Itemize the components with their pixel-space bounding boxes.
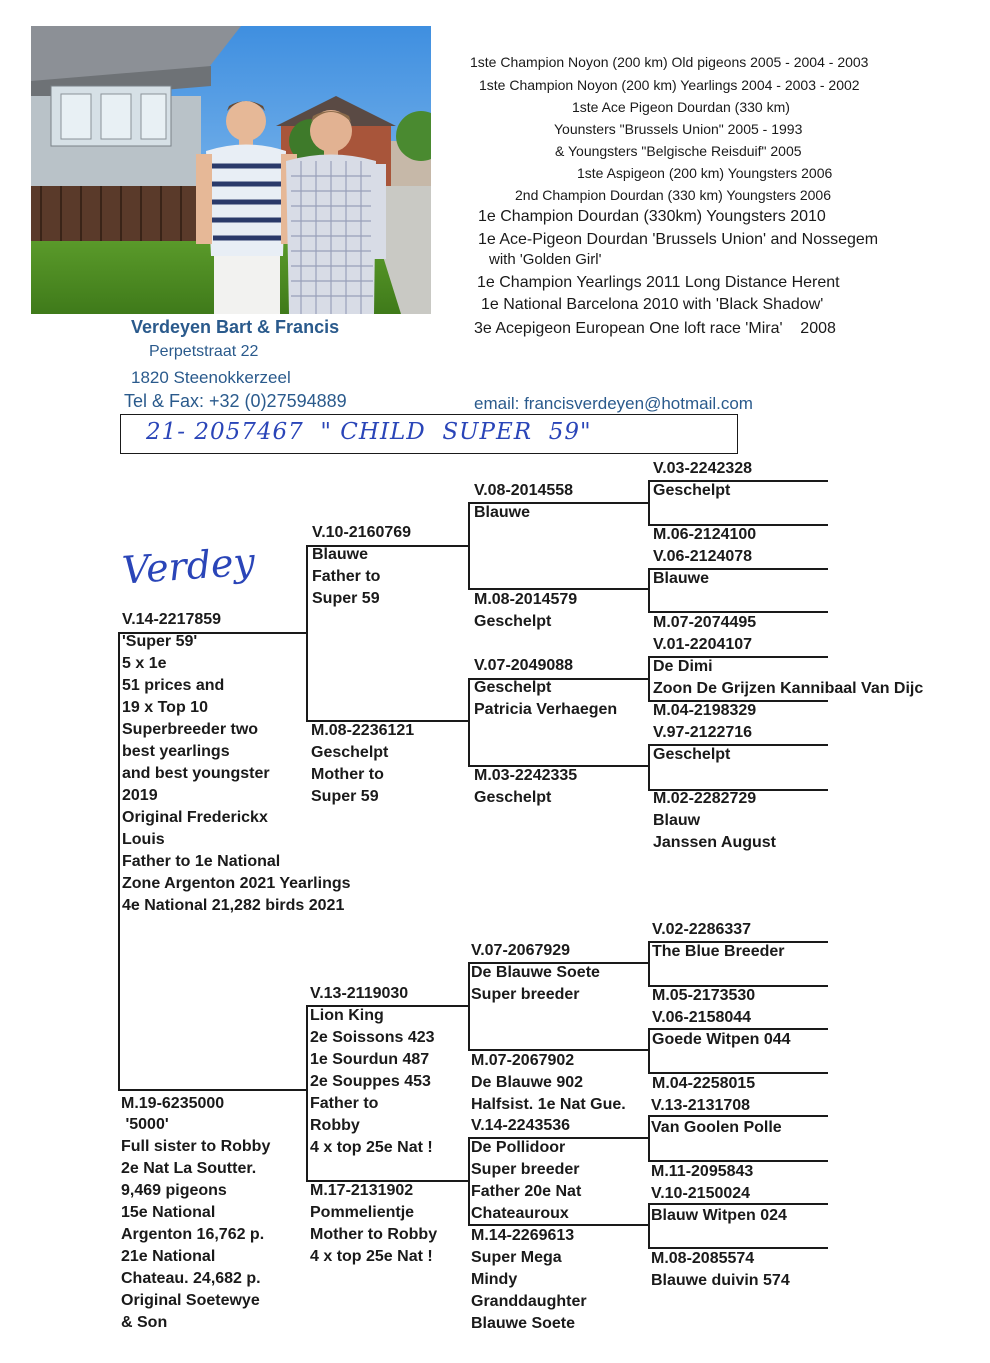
ggg-details: Zoon De Grijzen Kannibaal Van Dijc [653,680,924,697]
achievement-line: 1ste Champion Noyon (200 km) Old pigeons 2005 - 2004 - 2003 [470,54,869,70]
gg2-ring: M.08-2014579 [474,591,578,608]
gg7-details: De Pollidoor Super breeder Father 20e Nat Chateauroux [471,1139,582,1222]
g1-details: Blauwe Father to Super 59 [312,546,381,607]
owner-name: Verdeyen Bart & Francis [131,317,340,337]
gg5-details: De Blauwe Soete Super breeder [471,964,600,1003]
ggg-details: Blauwe duivin 574 [651,1272,790,1289]
handwritten-title: 21- 2057467 " CHILD SUPER 59" [146,419,592,445]
ggg-ring: M.05-2173530 [652,987,756,1004]
ggg-ring: M.07-2074495 [653,614,757,631]
gg6-ring: M.07-2067902 [471,1052,575,1069]
gg8-ring: M.14-2269613 [471,1227,575,1244]
ggg-details: De Dimi [653,658,713,675]
ggg-ring: M.04-2258015 [652,1075,756,1092]
ggg-ring: M.08-2085574 [651,1250,755,1267]
dam-ring: M.19-6235000 [121,1095,225,1112]
achievement-line: & Youngsters "Belgische Reisduif" 2005 [555,143,802,159]
ggg-details: Van Goolen Polle [651,1119,782,1136]
gg8-details: Super Mega Mindy Granddaughter Blauwe Soete [471,1249,587,1332]
gg4-details: Geschelpt [474,789,552,806]
achievement-line: 1ste Champion Noyon (200 km) Yearlings 2004 - 2003 - 2002 [479,77,860,93]
ggg-ring: V.02-2286337 [652,921,752,938]
gg2-details: Geschelpt [474,613,552,630]
ggg-ring: V.13-2131708 [651,1097,751,1114]
ggg-ring: V.06-2124078 [653,548,753,565]
owner-city: 1820 Steenokkerzeel [131,368,291,387]
ggg-ring: M.02-2282729 [653,790,757,807]
ggg-details: The Blue Breeder [652,943,785,960]
subject-details: 'Super 59' 5 x 1e 51 prices and 19 x Top 10 Superbreeder two best yearlings and best youngster 2019 Original Frederickx Louis Father to 1e National Zone Argenton 2021 Yearlings 4e National 21,282 birds 2021 [122,633,351,914]
ggg-ring: V.10-2150024 [651,1185,751,1202]
achievement-line: 1ste Ace Pigeon Dourdan (330 km) [572,99,790,115]
achievement-line: 3e Acepigeon European One loft race 'Mira' 2008 [474,320,836,337]
ggg-ring: V.01-2204107 [653,636,753,653]
achievement-line: 1e National Barcelona 2010 with 'Black Shadow' [481,296,824,313]
subject-ring: V.14-2217859 [122,611,222,628]
ggg-details: Janssen August [653,834,776,851]
owner-street: Perpetstraat 22 [149,343,259,360]
achievement-line: Younsters "Brussels Union" 2005 - 1993 [554,121,803,137]
gg5-ring: V.07-2067929 [471,942,571,959]
achievement-line: 1e Champion Dourdan (330km) Youngsters 2010 [478,208,826,225]
g2-ring: M.08-2236121 [311,722,415,739]
ggg-ring: V.97-2122716 [653,724,753,741]
g2-details: Geschelpt Mother to Super 59 [311,744,389,805]
g4-ring: M.17-2131902 [310,1182,414,1199]
ggg-details: Blauw [653,812,701,829]
gg6-details: De Blauwe 902 Halfsist. 1e Nat Gue. [471,1074,626,1113]
ggg-details: Blauw Witpen 024 [651,1207,787,1224]
achievement-line: with 'Golden Girl' [489,251,602,268]
ggg-ring: M.04-2198329 [653,702,757,719]
g1-ring: V.10-2160769 [312,524,412,541]
ggg-ring: M.11-2095843 [651,1163,754,1180]
gg3-details: Geschelpt Patricia Verhaegen [474,679,618,718]
g3-ring: V.13-2119030 [310,985,409,1002]
dam-details: '5000' Full sister to Robby 2e Nat La Soutter. 9,469 pigeons 15e National Argenton 16,762 p. 21e National Chateau. 24,682 p. Original Soetewye & Son [121,1116,271,1331]
owners-photo [31,26,431,314]
ggg-details: Geschelpt [653,746,731,763]
owner-phone: Tel & Fax: +32 (0)27594889 [124,391,347,411]
achievement-line: 1e Ace-Pigeon Dourdan 'Brussels Union' and Nossegem [478,231,879,248]
owner-email: email: francisverdeyen@hotmail.com [474,394,753,413]
gg4-ring: M.03-2242335 [474,767,578,784]
gg3-ring: V.07-2049088 [474,657,574,674]
achievement-line: 1ste Aspigeon (200 km) Youngsters 2006 [577,165,833,181]
gg7-ring: V.14-2243536 [471,1117,571,1134]
g3-details: Lion King 2e Soissons 423 1e Sourdun 487 2e Souppes 453 Father to Robby 4 x top 25e Nat ! [310,1007,435,1156]
gg1-details: Blauwe [474,504,531,521]
ggg-ring: M.06-2124100 [653,526,757,543]
gg1-ring: V.08-2014558 [474,482,574,499]
achievement-line: 2nd Champion Dourdan (330 km) Youngsters 2006 [515,187,831,203]
ggg-details: Goede Witpen 044 [652,1031,791,1048]
achievement-line: 1e Champion Yearlings 2011 Long Distance Herent [477,274,840,291]
ggg-ring: V.06-2158044 [652,1009,752,1026]
ggg-details: Blauwe [653,570,710,587]
g4-details: Pommelientje Mother to Robby 4 x top 25e Nat ! [310,1204,438,1265]
signature: Verdey [120,539,257,593]
ggg-ring: V.03-2242328 [653,460,753,477]
ggg-details: Geschelpt [653,482,731,499]
